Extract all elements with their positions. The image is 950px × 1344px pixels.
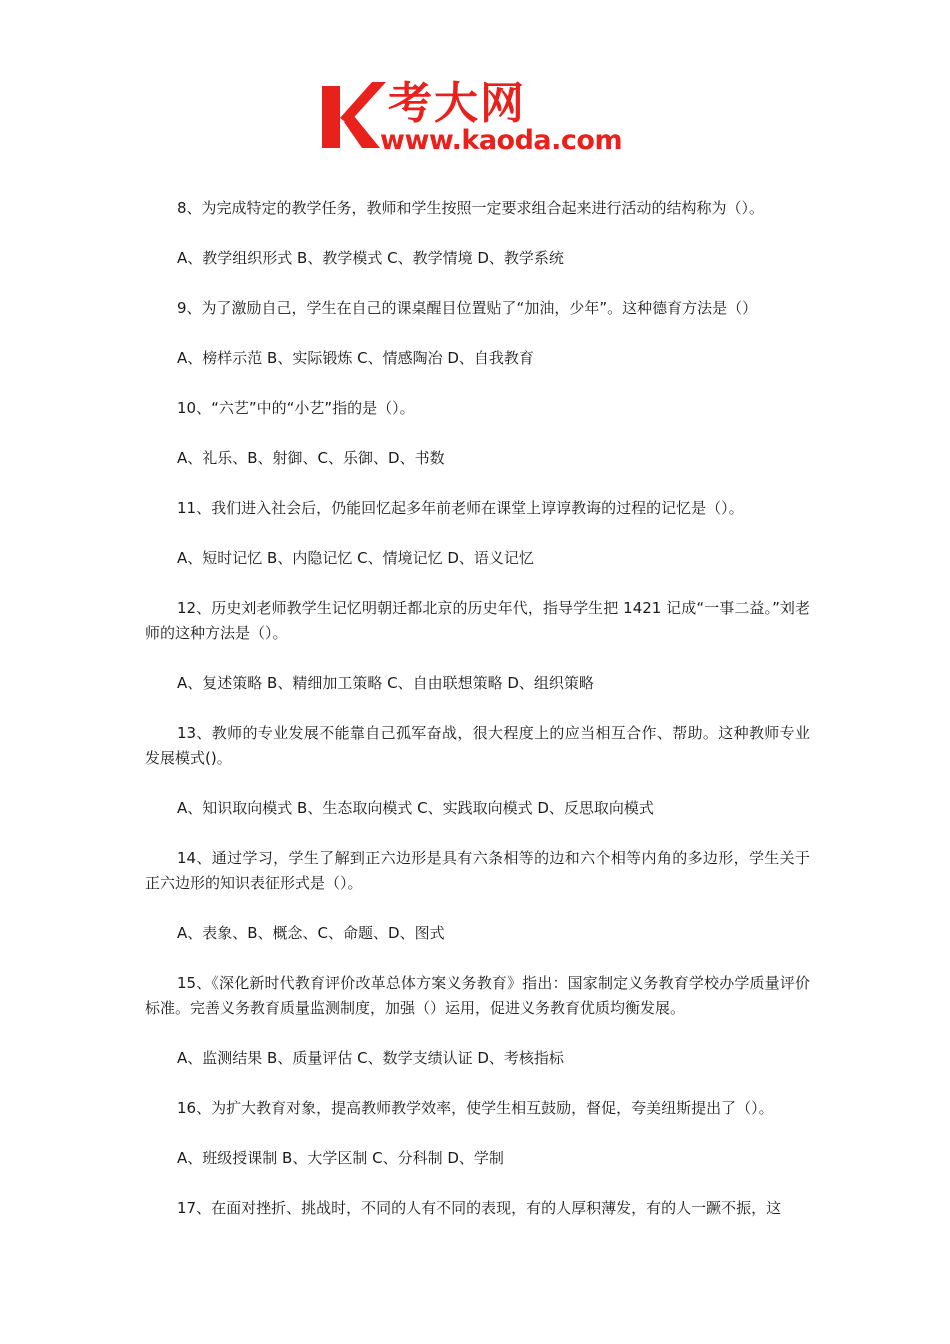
question-text: 8、为完成特定的教学任务，教师和学生按照一定要求组合起来进行活动的结构称为（）。 bbox=[177, 199, 765, 217]
answer-options: A、教学组织形式 B、教学模式 C、教学情境 D、教学系统 bbox=[177, 249, 564, 267]
logo-url: www.kaoda.com bbox=[380, 125, 623, 156]
question-content bbox=[145, 196, 810, 1246]
answer-options: A、短时记忆 B、内隐记忆 C、情境记忆 D、语义记忆 bbox=[177, 549, 534, 567]
question-text: 16、为扩大教育对象，提高教师教学效率，使学生相互鼓励，督促，夸美纽斯提出了（）。 bbox=[177, 1099, 774, 1117]
question-text: 9、为了激励自己，学生在自己的课桌醒目位置贴了“加油，少年”。这种德育方法是（） bbox=[177, 299, 758, 317]
answer-options: A、礼乐、B、射御、C、乐御、D、书数 bbox=[177, 449, 445, 467]
question-text: 11、我们进入社会后，仍能回忆起多年前老师在课堂上谆谆教诲的过程的记忆是（）。 bbox=[177, 499, 744, 517]
logo-title: 考大网 bbox=[388, 78, 526, 129]
question-text: 15、《深化新时代教育评价改革总体方案义务教育》指出：国家制定义务教育学校办学质量评价标准。完善义务教育质量监测制度，加强（）运用，促进义务教育优质均衡发展。 bbox=[145, 974, 810, 1017]
answer-options: A、监测结果 B、质量评估 C、数学支绩认证 D、考核指标 bbox=[177, 1049, 564, 1067]
question-text: 14、通过学习，学生了解到正六边形是具有六条相等的边和六个相等内角的多边形，学生关于正六边形的知识表征形式是（）。 bbox=[145, 849, 810, 892]
answer-options: A、榜样示范 B、实际锻炼 C、情感陶冶 D、自我教育 bbox=[177, 349, 534, 367]
question-text: 10、“六艺”中的“小艺”指的是（）。 bbox=[177, 399, 415, 417]
question-text: 12、历史刘老师教学生记忆明朝迁都北京的历史年代，指导学生把 1421 记成“一事二益。”刘老师的这种方法是（）。 bbox=[145, 599, 810, 642]
answer-options: A、复述策略 B、精细加工策略 C、自由联想策略 D、组织策略 bbox=[177, 674, 594, 692]
kaoda-logo bbox=[318, 78, 648, 163]
answer-options: A、班级授课制 B、大学区制 C、分科制 D、学制 bbox=[177, 1149, 504, 1167]
answer-options: A、表象、B、概念、C、命题、D、图式 bbox=[177, 924, 445, 942]
answer-options: A、知识取向模式 B、生态取向模式 C、实践取向模式 D、反思取向模式 bbox=[177, 799, 654, 817]
question-text: 17、在面对挫折、挑战时，不同的人有不同的表现，有的人厚积薄发，有的人一蹶不振，这 bbox=[177, 1199, 782, 1217]
question-text: 13、教师的专业发展不能靠自己孤军奋战，很大程度上的应当相互合作、帮助。这种教师专业发展模式()。 bbox=[145, 724, 810, 767]
k-logo-icon bbox=[318, 78, 388, 150]
